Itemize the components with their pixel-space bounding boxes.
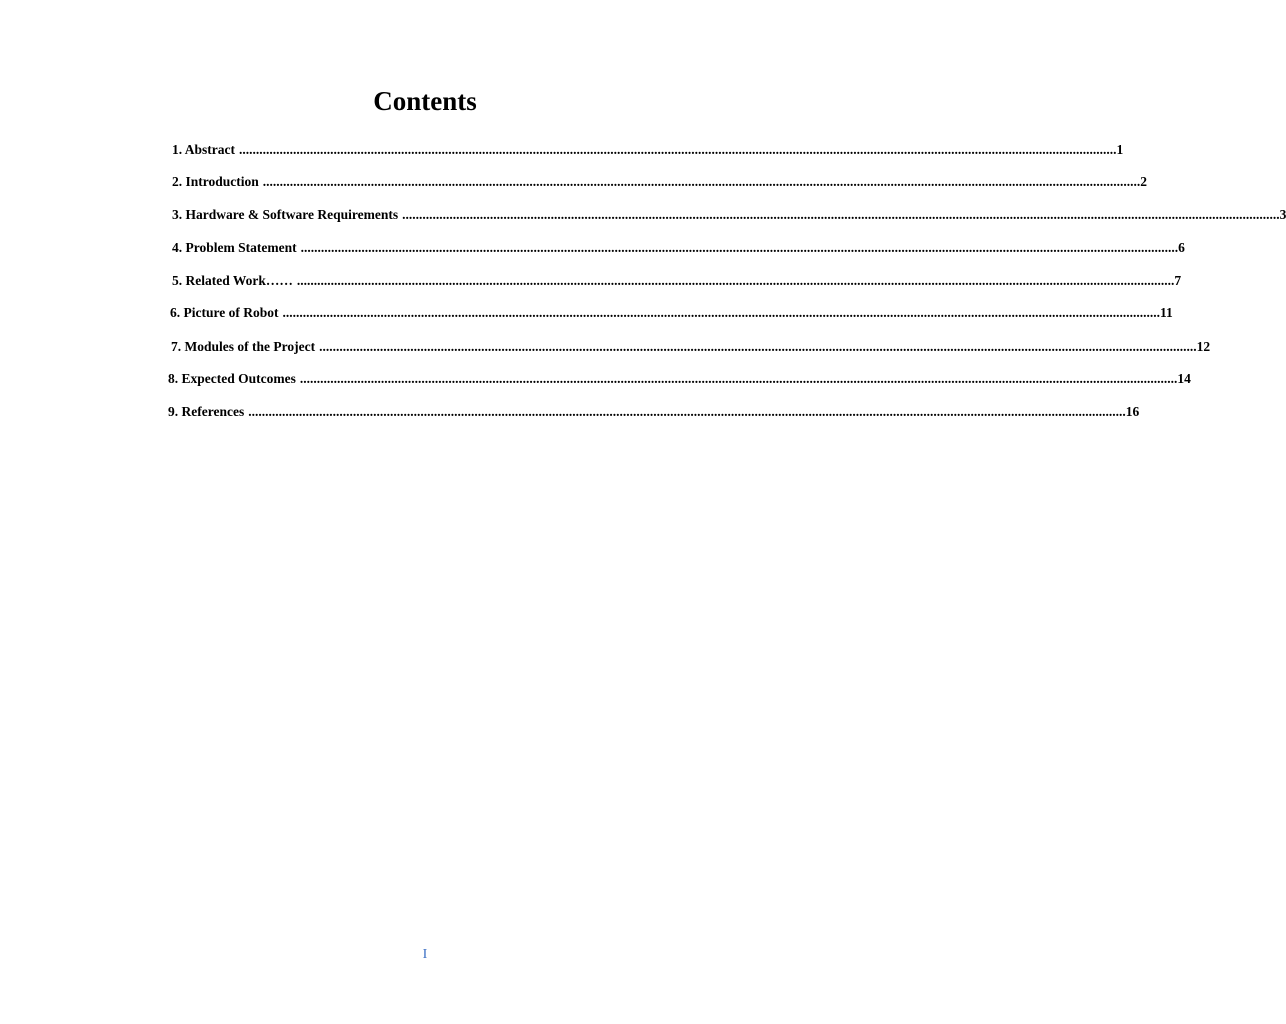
toc-page-number: 1 [1116,142,1124,157]
toc-dot-leader: .................................................................................................................................................................................................................................................................... [296,273,1175,288]
toc-entry-label: 4. Problem Statement [172,240,297,255]
toc-entry-related-work[interactable] [172,272,1182,290]
toc-entry-label: 3. Hardware & Software Requirements [172,207,399,222]
toc-dot-leader: .................................................................................................................................................................................................................................................................... [300,240,1179,255]
toc-page-number: 16 [1125,404,1140,419]
toc-entry-problem-statement[interactable] [172,239,1185,257]
toc-dot-leader: .................................................................................................................................................................................................................................................................... [402,207,1280,222]
toc-entry-expected-outcomes[interactable] [168,370,1191,388]
toc-entry-introduction[interactable] [172,173,1148,191]
toc-page-number: 14 [1177,371,1191,386]
toc-page-number: 12 [1196,339,1211,354]
toc-entry-hardware-software-requirements[interactable] [172,206,1286,224]
toc-entry-abstract[interactable] [172,141,1124,159]
toc-entry-modules-of-the-project[interactable] [171,338,1211,356]
toc-entry-label: 6. Picture of Robot [170,305,279,320]
toc-entry-label: 1. Abstract [172,142,235,157]
toc-dot-leader: .................................................................................................................................................................................................................................................................... [319,339,1197,354]
toc-entry-references[interactable] [168,403,1140,421]
page-title: Contents [373,86,477,116]
toc-page-number: 3 [1279,207,1286,222]
toc-entry-label: 8. Expected Outcomes [168,371,296,386]
toc-page-number: 11 [1159,305,1173,320]
toc-dot-leader: .................................................................................................................................................................................................................................................................... [299,371,1178,386]
toc-dot-leader: .................................................................................................................................................................................................................................................................... [262,174,1141,189]
toc-page-number: 6 [1178,240,1185,255]
toc-entry-picture-of-robot[interactable] [170,304,1173,322]
toc-entry-label: 5. Related Work…… [172,273,293,288]
toc-entry-label: 2. Introduction [172,174,259,189]
toc-dot-leader: .................................................................................................................................................................................................................................................................... [248,404,1126,419]
toc-dot-leader: .................................................................................................................................................................................................................................................................... [239,142,1117,157]
toc-page-number: 2 [1140,174,1148,189]
toc-entry-label: 7. Modules of the Project [171,339,316,354]
table-of-contents [0,0,1286,440]
toc-dot-leader: .................................................................................................................................................................................................................................................................... [282,305,1160,320]
page-number: I [422,947,428,962]
toc-page-number: 7 [1174,273,1182,288]
toc-entry-label: 9. References [168,404,245,419]
